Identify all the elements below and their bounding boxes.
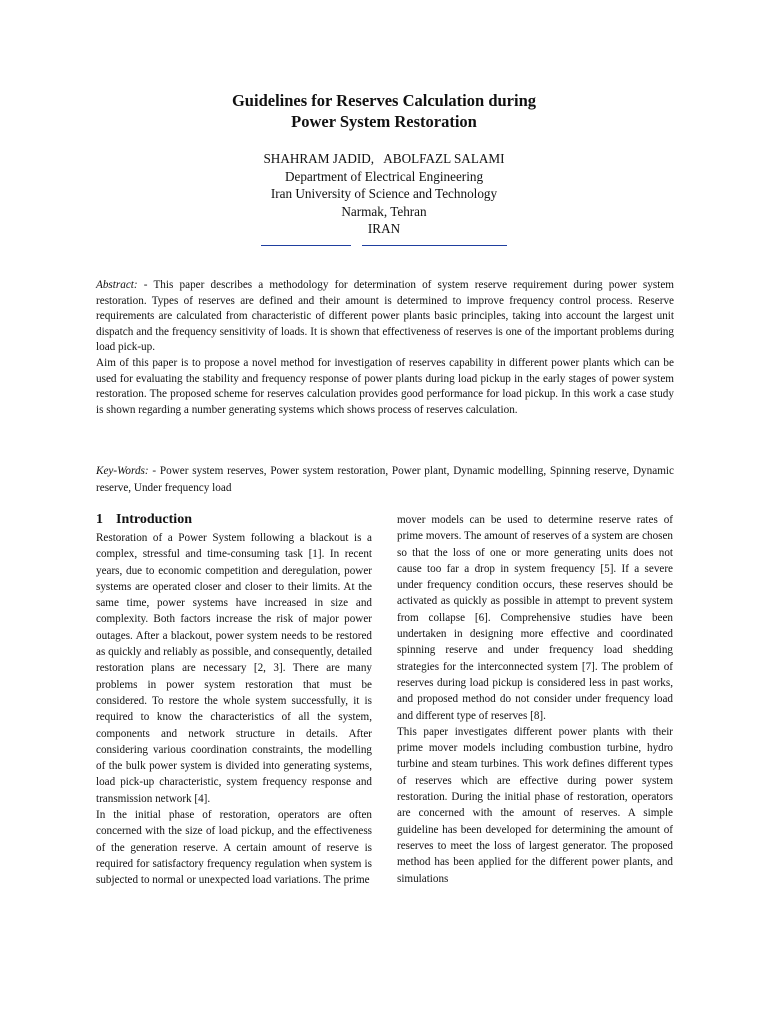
author-email-link-2[interactable]	[362, 245, 507, 246]
abstract-paragraph-2: Aim of this paper is to propose a novel method for investigation of reserves capability in different power plants which can be used for evaluating the stability and frequency response of power plants during load pickup in the early stages of power system restoration. The proposed scheme for reserves calculation provides good performance for load pickup. In this work a case study is shown regarding a number generating systems which shows process of reserves calculation.	[96, 356, 674, 416]
section-title: Introduction	[116, 512, 192, 527]
keywords	[96, 463, 674, 497]
section-number: 1	[96, 512, 103, 527]
section-heading-introduction	[96, 511, 192, 529]
paper-title	[0, 90, 768, 132]
intro-paragraph-1: Restoration of a Power System following a blackout is a complex, stressful and time-consuming task [1]. In recent years, due to economic competition and deregulation, power systems are operated closer and closer to their limits. At the same time, power systems have increased in size and complexity. Both factors increase the risk of major power outages. After a blackout, power system needs to be restored as quickly and reliably as possible, and consequently, detailed restoration plans are necessary [2, 3]. There are many problems in power system restoration that must be considered. To restore the whole system successfully, it is required to know the characteristics of all the system, components and network structure in details. After considering various coordination constraints, the modelling of the bulk power system is divided into generating systems, load pick-up characteristic, system frequency response and transmission network [4].	[96, 532, 372, 805]
title-line-2: Power System Restoration	[291, 112, 477, 131]
left-column	[96, 530, 372, 889]
author-block	[0, 150, 768, 238]
right-column	[397, 512, 673, 887]
abstract-paragraph-1	[96, 278, 674, 356]
country: IRAN	[367, 221, 401, 236]
author-email-link-1[interactable]	[261, 245, 351, 246]
department: Department of Electrical Engineering	[284, 168, 484, 184]
abstract	[96, 278, 674, 418]
keywords-text: - Power system reserves, Power system restoration, Power plant, Dynamic modelling, Spinning reserve, Dynamic reserve, Under frequency load	[96, 465, 674, 494]
abstract-text-1: - This paper describes a methodology for determination of system reserve requirement during power system restoration. Types of reserves are defined and their amount is determined to improve frequency control process. Reserve requirements are calculated from characteristic of different power plants basic principles, taking into account the largest unit dispatch and the frequency sensitivity of loads. It is shown that effectiveness of reserves is one of the important problems during load pick-up.	[96, 279, 674, 354]
intro-paragraph-4: This paper investigates different power plants with their prime mover models including combustion turbine, hydro turbine and steam turbines. This work defines different types of reserves which are effective during power system restoration. During the initial phase of restoration, operators are concerned with the amount of reserves. A simple guideline has been developed for determining the amount of reserves to meet the loss of largest generator. The proposed method has been applied for the different power plants, and simulations	[397, 725, 673, 885]
intro-paragraph-3: mover models can be used to determine reserve rates of prime movers. The amount of reserves of a system are chosen so that the loss of one or more generating units does not cause too far a drop in system frequency [5]. If a severe under frequency condition occurs, these reserves should be activated as quickly as possible in attempt to prevent system from collapse [6]. Comprehensive studies have been undertaken in designing more effective and coordinated spinning reserve and under frequency load shedding strategies for the interconnected system [7]. The problem of reserves during load pickup is considered less in past works, and proposed method do not consider under frequency load and different type of reserves [8].	[397, 514, 673, 722]
author-names: SHAHRAM JADID, ABOLFAZL SALAMI	[263, 151, 505, 166]
abstract-label: Abstract:	[96, 279, 138, 291]
intro-paragraph-2: In the initial phase of restoration, operators are often concerned with the size of load pickup, and the effectiveness of the generation reserve. A certain amount of reserve is required for satisfactory frequency regulation when system is subjected to normal or unexpected load variations. The prime	[96, 809, 372, 887]
city: Narmak, Tehran	[341, 203, 427, 219]
title-line-1: Guidelines for Reserves Calculation during	[231, 91, 537, 110]
keywords-label: Key-Words:	[96, 465, 149, 477]
university: Iran University of Science and Technology	[270, 186, 498, 201]
